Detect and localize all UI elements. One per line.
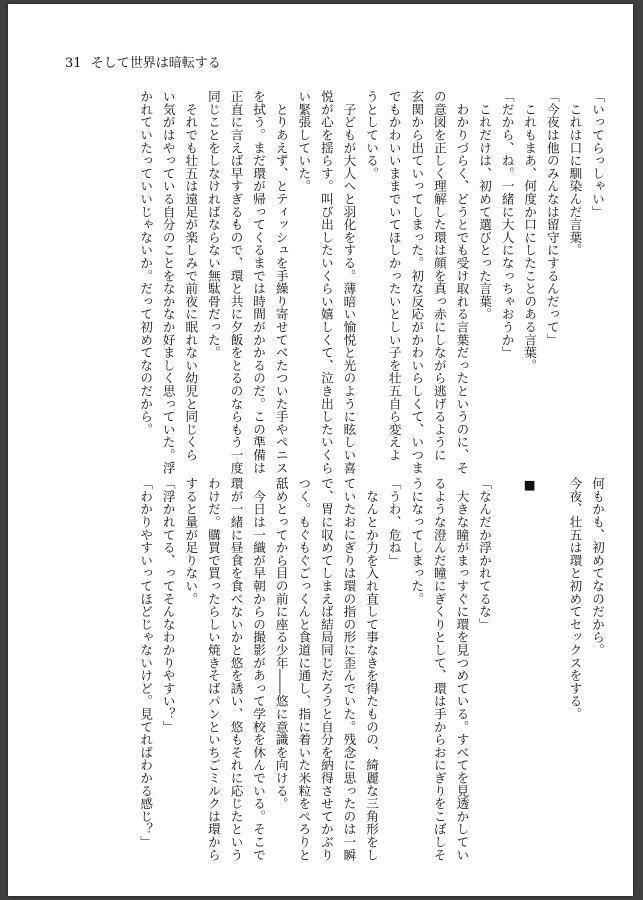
text-line: 子どもが大人へと羽化をする。薄暗い愉悦と光のように眩しい喜 <box>341 90 357 474</box>
text-line: 舐めとってから目の前に座る少年――悠に意識を向ける。 <box>273 477 289 810</box>
text-line: うとしている。 <box>364 90 380 180</box>
text-line: を拭う。まだ環が帰ってくるまでは時間がかかるのだ。この準備は <box>251 90 267 474</box>
upper-text-block <box>76 90 608 474</box>
text-line: で、胃に収めてしまえば結局同じだろうと自分を納得させてかぶり <box>318 477 334 861</box>
text-line: 「いってらっしゃい」 <box>590 90 605 218</box>
text-line: つく。もぐもぐごっくんと食道に通し、指に着いた米粒をぺろりと <box>296 477 312 861</box>
text-line: 「だから、ね。一緒に大人になっちゃおうか」 <box>499 90 515 359</box>
text-line: これもまあ、何度か口にしたことのある言葉。 <box>522 90 538 372</box>
text-line: 「浮かれてる、ってそんなわかりやすい？」 <box>160 477 176 733</box>
text-line: 「なんだか浮かれてるな」 <box>477 477 493 631</box>
running-head <box>65 54 221 74</box>
text-line: 何もかも、初めてなのだから。 <box>590 477 605 657</box>
text-line: の意図を正しく理解した環は顔を真っ赤にしながら逃げるように <box>431 90 447 462</box>
book-page <box>8 4 633 896</box>
text-line: 「今夜は他のみんなは留守にするんだって」 <box>544 90 560 346</box>
text-line: 同じことをしなければならない無駄骨だった。 <box>205 90 221 359</box>
text-line: い気がはやっている自分のことをなかなか好ましく思っていた。浮 <box>160 90 176 474</box>
text-line: これだけは、初めて選びとった言葉。 <box>477 90 493 321</box>
text-line: 正直に言えば早すぎるもので、環と共に夕飯をとるのならもう一度 <box>228 90 244 474</box>
blank-line <box>495 477 518 827</box>
text-line: でもかわいいままでいてほしかったいとしい子を壮五自ら変えよ <box>386 90 402 462</box>
lower-text-block <box>76 477 608 861</box>
text-line: 「わかりやすいってほどじゃないけど。見てればわかる感じ？」 <box>138 477 154 849</box>
text-line: 大きな瞳がまっすぐに環を見つめている。すべてを見透かしてい <box>454 477 470 861</box>
text-line: わけだ。購買で買ったらしい焼きそばパンといちごミルクは環から <box>205 477 221 861</box>
text-line: るような澄んだ瞳にぎくりとして、環は手からおにぎりをこぼしそ <box>431 477 447 861</box>
text-line: 環が一緒に昼食を食べないかと悠を誘い、悠もそれに応じたという <box>228 477 244 861</box>
text-line: なんとか力を入れ直して事なきを得たものの、綺麗な三角形をし <box>364 477 380 861</box>
text-line: 今夜、壮五は環と初めてセックスをする。 <box>567 477 583 721</box>
text-line: 「うわ、危ね」 <box>386 477 402 567</box>
text-line: とりあえず、とティッシュを手繰り寄せてべたついた手やペニス <box>273 90 289 474</box>
text-line: すると量が足りない。 <box>183 477 199 605</box>
text-line: 今日は一織が早朝からの撮影があって学校を休んでいる。そこで <box>251 477 267 861</box>
text-line: わかりづらく、どうとでも受け取れる言葉だったというのに、そ <box>454 90 470 474</box>
section-break-mark: ■ <box>522 477 538 493</box>
blank-line <box>540 477 563 827</box>
text-line: かれていたっていいじゃないか。だって初めてなのだから。 <box>138 90 154 436</box>
text-line: 玄関から出ていってしまった。初な反応がかわいらしくて、いつま <box>409 90 425 474</box>
page-number: 31 <box>65 56 82 71</box>
text-line: これは口に馴染んだ言葉。 <box>567 90 583 257</box>
text-line: 悦が心を揺らす。叫び出したいくらい嬉しくて、泣き出したいくら <box>318 90 334 474</box>
text-line: それでも壮五は遠足が楽しみで前夜に眠れない幼児と同じくら <box>183 90 199 462</box>
text-line: ていたおにぎりは環の指の形に歪んでいた。残念に思ったのは一瞬 <box>341 477 357 861</box>
chapter-title: そして世界は暗転する <box>90 56 221 71</box>
text-line: うになってしまった。 <box>409 477 425 605</box>
text-line: い緊張していた。 <box>296 90 312 193</box>
